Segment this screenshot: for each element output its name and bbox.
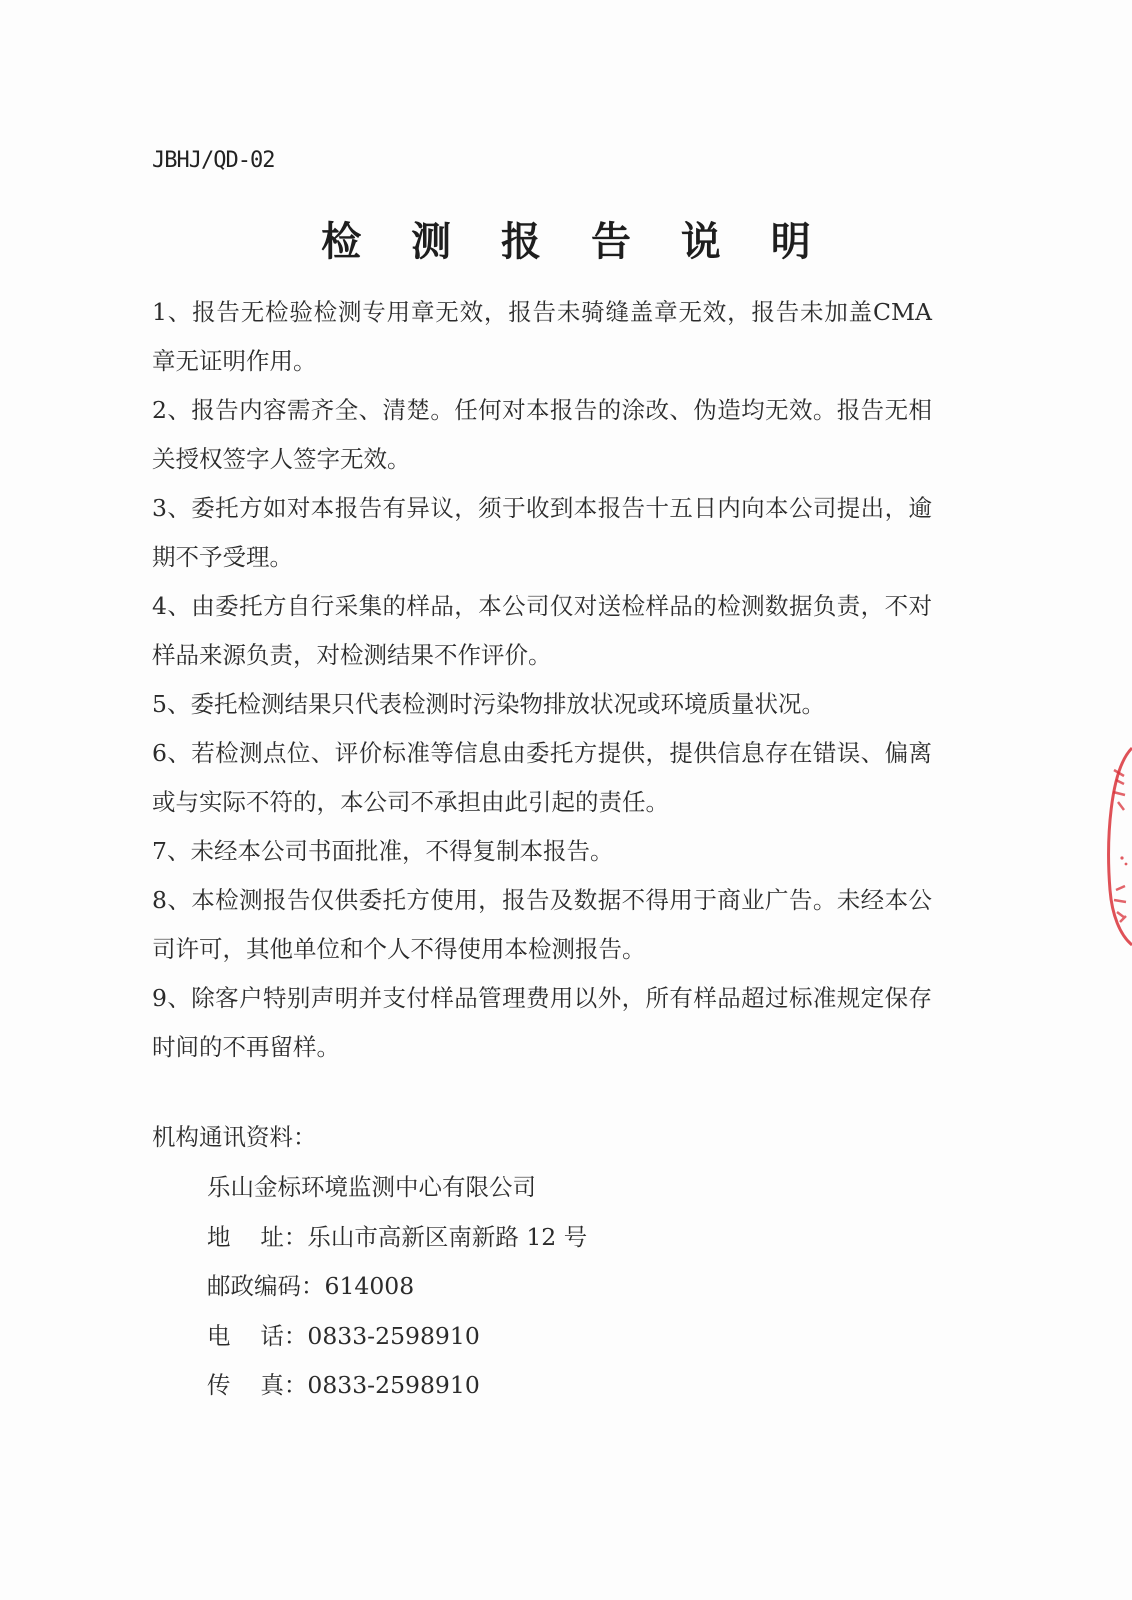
clause-8: 8、本检测报告仅供委托方使用，报告及数据不得用于商业广告。未经本公司许可，其他单位和个人不得使用本检测报告。 xyxy=(152,886,932,963)
clause-1: 1、报告无检验检测专用章无效，报告未骑缝盖章无效，报告未加盖CMA 章无证明作用。 xyxy=(152,298,932,375)
clause-4: 4、由委托方自行采集的样品，本公司仅对送检样品的检测数据负责，不对样品来源负责，对检测结果不作评价。 xyxy=(152,592,932,669)
clause-3: 3、委托方如对本报告有异议，须于收到本报告十五日内向本公司提出，逾期不予受理。 xyxy=(152,494,932,571)
fax-line: 传 真：0833-2598910 xyxy=(207,1371,480,1399)
clause-2: 2、报告内容需齐全、清楚。任何对本报告的涂改、伪造均无效。报告无相关授权签字人签字无效。 xyxy=(152,396,932,473)
postcode-line: 邮政编码：614008 xyxy=(207,1272,415,1300)
clause-7: 7、未经本公司书面批准，不得复制本报告。 xyxy=(152,837,614,865)
clause-6: 6、若检测点位、评价标准等信息由委托方提供，提供信息存在错误、偏离或与实际不符的，本公司不承担由此引起的责任。 xyxy=(152,739,932,816)
page-title: 检 测 报 告 说 明 xyxy=(321,219,829,265)
company-name: 乐山金标环境监测中心有限公司 xyxy=(207,1173,536,1201)
clause-list xyxy=(152,288,932,1072)
document-code: JBHJ/QD-02 xyxy=(152,148,275,173)
seal-icon xyxy=(1102,740,1132,950)
contact-heading: 机构通讯资料： xyxy=(152,1123,317,1151)
partial-seal-stamp xyxy=(1102,740,1132,950)
phone-line: 电 话：0833-2598910 xyxy=(207,1321,480,1350)
clause-5: 5、委托检测结果只代表检测时污染物排放状况或环境质量状况。 xyxy=(152,690,825,718)
address-line: 地 址：乐山市高新区南新路 12 号 xyxy=(207,1222,588,1251)
clause-9: 9、除客户特别声明并支付样品管理费用以外，所有样品超过标准规定保存时间的不再留样。 xyxy=(152,984,932,1061)
contact-block xyxy=(207,1163,587,1411)
